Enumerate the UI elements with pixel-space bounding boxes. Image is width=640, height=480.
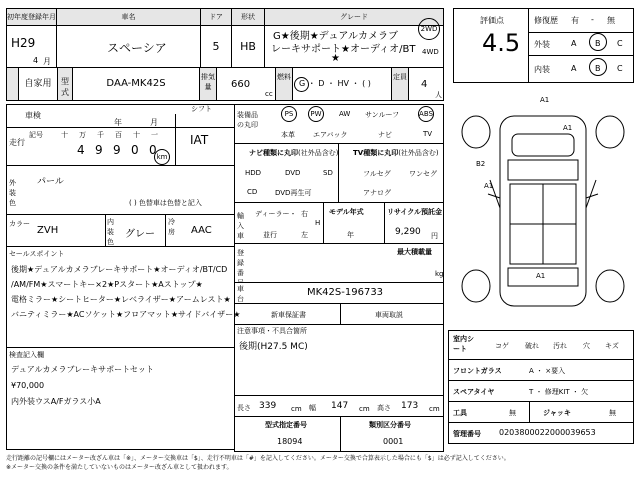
type-cert: 18094 bbox=[277, 437, 303, 446]
interior-label: 内装 bbox=[534, 65, 550, 74]
odo-unit: km bbox=[154, 149, 170, 165]
diagram-label-b2: B2 bbox=[476, 160, 486, 168]
interior-color: グレー bbox=[125, 229, 155, 240]
mgmt-number: 0203800022000039653 bbox=[499, 428, 596, 437]
diagram-label-a1: A1 bbox=[536, 272, 546, 280]
type-label: 型式 bbox=[57, 67, 73, 101]
odo-digit: 4 bbox=[77, 143, 85, 157]
notes-block: 注意事項・不具合箇所 後期(H27.5 MC) bbox=[234, 324, 444, 396]
rear-right-tire bbox=[596, 270, 624, 302]
door-label: ドア bbox=[200, 8, 232, 26]
front-right-tire bbox=[596, 116, 624, 148]
doors: 5 bbox=[200, 25, 232, 68]
score-value: 4.5 bbox=[482, 29, 521, 57]
glass-row: フロントガラス A ・ ×要入 bbox=[448, 359, 634, 381]
equipment-label: 装備品の丸印 bbox=[237, 111, 258, 129]
ac: AAC bbox=[191, 225, 212, 236]
hood-outline bbox=[512, 134, 574, 156]
recycle-fee: 9,290 bbox=[395, 227, 421, 237]
mgmt-row: 管理番号 0203800022000039653 bbox=[448, 422, 634, 444]
reg-year-cell bbox=[6, 25, 57, 68]
displacement: 660 bbox=[231, 79, 251, 90]
class-number: 0001 bbox=[383, 437, 404, 446]
fuel-options: G ・ D ・ HV ・ ( ) bbox=[292, 67, 392, 101]
reg-month-unit: 月 bbox=[43, 57, 51, 66]
exterior-label: 外装 bbox=[534, 40, 550, 49]
color-block bbox=[6, 165, 235, 215]
displacement-unit: cc bbox=[265, 90, 273, 98]
tv-block: TV種類に丸印(社外品含む) フルセグ ワンセグ アナログ bbox=[338, 143, 444, 203]
reg-month: 4 bbox=[33, 56, 39, 65]
spare-row: スペアタイヤ T ・ 修理KIT ・ 欠 bbox=[448, 380, 634, 402]
equipment-block: 装備品の丸印 PS PW AW サンルーフ ABS 本革 エアバック ナビ TV bbox=[234, 104, 444, 144]
registration-block: 登録番 最大積載量 kg bbox=[234, 243, 444, 283]
displacement-cell bbox=[216, 67, 276, 101]
capacity-label: 定員 bbox=[391, 67, 409, 101]
odo-digit: 9 bbox=[95, 143, 103, 157]
capacity: 4 bbox=[421, 79, 428, 90]
grade-line3: ★ bbox=[331, 53, 340, 64]
reg-year: H29 bbox=[11, 36, 36, 50]
score-label: 評価点 bbox=[480, 16, 504, 25]
usage: 自家用 bbox=[18, 67, 58, 101]
shape-label: 形状 bbox=[231, 8, 265, 26]
displacement-label: 排気量 bbox=[199, 67, 217, 101]
grade-line1: G★後期★デュアルカメラブ bbox=[273, 31, 398, 42]
shift: IAT bbox=[190, 133, 209, 147]
length: 339 bbox=[259, 401, 277, 411]
drive-4wd: 4WD bbox=[422, 48, 439, 56]
grade-line2: レーキサポート★オーディオ/BT bbox=[271, 44, 416, 55]
grade-cell bbox=[264, 25, 444, 68]
inspector-block: 検査記入欄 デュアルカメラブレーキサポートセット ¥70,000 内外装ウスA/Fガラス小A bbox=[6, 347, 235, 450]
name-label: 車名 bbox=[56, 8, 201, 26]
tools-row: 工具 無 ジャッキ 無 bbox=[448, 401, 634, 423]
shape: HB bbox=[231, 25, 265, 68]
chassis-number: MK42S-196733 bbox=[307, 287, 384, 298]
room-row: 室内シート コゲ 破れ 汚れ 穴 キズ bbox=[448, 330, 634, 360]
score-box: 評価点 4.5 修復歴 有 - 無 外装 A B C 内装 A B C bbox=[453, 8, 634, 83]
exterior-color: パール bbox=[37, 177, 64, 187]
width: 147 bbox=[331, 401, 349, 411]
shift-label: シフト bbox=[191, 105, 212, 113]
import-block: 輸入車 ディーラー・ 並行 右 左 H モデル年式 年 リサイクル預託金 9,290 円 bbox=[234, 202, 444, 244]
exterior-grade-circle bbox=[589, 33, 607, 51]
reg-year-label: 初年度登録年月 bbox=[6, 8, 57, 26]
diagram-label-a1: A1 bbox=[484, 182, 494, 190]
diagram-label-a1: A1 bbox=[563, 124, 573, 132]
rear-left-tire bbox=[462, 270, 490, 302]
dimensions-row: 長さ 339 cm 幅 147 cm 高さ 173 cm bbox=[234, 395, 444, 417]
drive-2wd: 2WD bbox=[418, 18, 440, 40]
color-note: ( ) 色替車は色替と記入 bbox=[129, 199, 202, 207]
car-diagram bbox=[448, 88, 638, 328]
cert-row: 型式指定番号 18094 類別区分番号 0001 bbox=[234, 416, 444, 452]
navi-block: ナビ種類に丸印(社外品含む) HDD DVD SD CD DVD再生可 bbox=[234, 143, 339, 203]
front-left-tire bbox=[462, 116, 490, 148]
odo-digit: 0 bbox=[131, 143, 139, 157]
sales-points: セールスポイント 後期★デュアルカメラブレーキサポート★オーディオ/BT/CD /AM/FM★スマートキー×2★Pスタート★Aストップ★ 電格ミラー★シートヒーター★レベライザー★アームレスト★ バニティミラー★ACソケット★フロアマット★サイドバイザー★ bbox=[6, 246, 235, 348]
color-code-row: カラー ZVH 内装色 グレー 冷房 AAC bbox=[6, 214, 235, 247]
odometer-block: 車検 年 月 走行 記号 十 万 千 百 十 一 4 9 9 0 0 km bbox=[6, 104, 235, 166]
capacity-unit: 人 bbox=[435, 91, 442, 99]
windshield-outline bbox=[508, 160, 578, 180]
height: 173 bbox=[401, 401, 419, 411]
color-code: ZVH bbox=[37, 225, 59, 236]
diagram-label-a1: A1 bbox=[540, 96, 550, 104]
interior-grade-circle bbox=[589, 58, 607, 76]
fuel-label: 燃料 bbox=[275, 67, 293, 101]
model: DAA-MK42S bbox=[72, 67, 200, 101]
footer-notes: 走行距離の記号欄にはメーター改ざん車は「※」、メーター交換車は「$」、走行不明車は「#」を記入してください。メーター交換で合算表示した場合にも「$」は必ず記入してください。 ※メーター交換の条件を満たしていないものはメーター改ざん車として扱われます。 bbox=[6, 455, 510, 471]
repair-yes: 有 bbox=[571, 16, 579, 25]
grade-label: グレード bbox=[264, 8, 444, 26]
mileage-label: 走行 bbox=[9, 138, 25, 147]
inspection-label: 車検 bbox=[25, 111, 41, 120]
notes-text: 後期(H27.5 MC) bbox=[239, 342, 308, 352]
fuel-selected-circle bbox=[294, 77, 309, 92]
capacity-cell bbox=[408, 67, 444, 101]
documents-row: 新車保証書 車両取説 bbox=[234, 303, 444, 325]
odo-digit: 9 bbox=[113, 143, 121, 157]
repair-label: 修復歴 bbox=[534, 16, 558, 25]
exterior-color-label: 外装色 bbox=[9, 179, 16, 207]
chassis-row: 車台 MK42S-196733 bbox=[234, 282, 444, 304]
odo-digit: 0 bbox=[149, 143, 157, 157]
repair-no: 無 bbox=[607, 16, 615, 25]
car-name: スペーシア bbox=[56, 25, 201, 68]
